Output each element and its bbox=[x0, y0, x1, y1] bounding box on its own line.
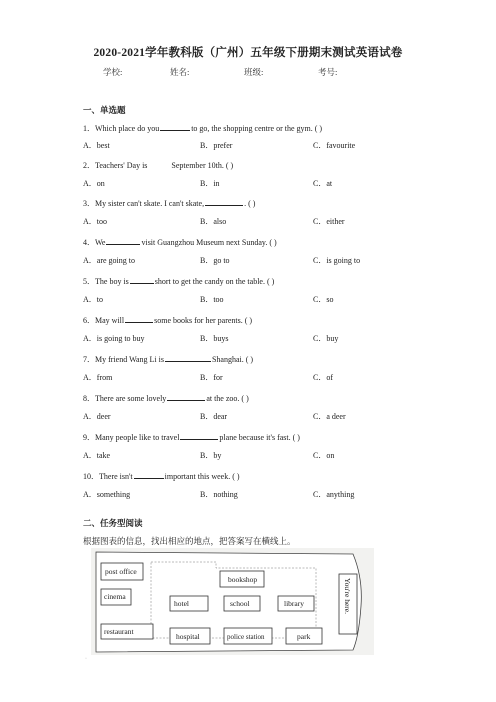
question-text: We bbox=[95, 238, 106, 247]
cinema-label: cinema bbox=[104, 592, 126, 601]
option-c: C．anything bbox=[313, 490, 355, 499]
option-a: A．deer bbox=[83, 412, 111, 421]
option-c: C．so bbox=[313, 295, 334, 304]
question-text: . ( ) bbox=[244, 199, 256, 208]
question-number: 6． bbox=[83, 316, 95, 325]
name-label: 姓名: bbox=[170, 67, 190, 77]
option-c: C．buy bbox=[313, 334, 339, 343]
answer-blank bbox=[106, 236, 140, 245]
question-number: 7． bbox=[83, 355, 95, 364]
question-text: some books for her parents. ( ) bbox=[154, 316, 253, 325]
question-stem bbox=[83, 431, 300, 443]
question-number: 8． bbox=[83, 394, 95, 403]
option-b: B．nothing bbox=[200, 490, 238, 499]
question-text: There are some lovely bbox=[95, 394, 167, 403]
option-c: C．favourite bbox=[313, 141, 356, 150]
question-text: Teachers' Day is bbox=[95, 161, 148, 170]
post-office-label: post office bbox=[105, 567, 137, 576]
option-a: A．too bbox=[83, 217, 107, 226]
question-stem bbox=[83, 353, 253, 365]
option-b: B．by bbox=[200, 451, 222, 460]
question-text: Which place do you bbox=[95, 124, 160, 133]
hotel-label: hotel bbox=[174, 599, 189, 608]
number-label: 考号: bbox=[318, 67, 338, 77]
option-a: A．something bbox=[83, 490, 131, 499]
option-c: C．is going to bbox=[313, 256, 361, 265]
section-heading-choice: 一、单选题 bbox=[83, 105, 126, 115]
option-b: B．dear bbox=[200, 412, 228, 421]
answer-blank bbox=[167, 392, 205, 401]
question-stem bbox=[83, 275, 274, 287]
answer-blank bbox=[165, 353, 211, 362]
answer-blank bbox=[134, 470, 164, 479]
option-c: C．a deer bbox=[313, 412, 346, 421]
library-label: library bbox=[284, 599, 304, 608]
police-station-label: police station bbox=[227, 633, 265, 641]
option-c: C．on bbox=[313, 451, 335, 460]
school-label: school bbox=[230, 599, 250, 608]
option-b: B．also bbox=[200, 217, 227, 226]
restaurant-label: restaurant bbox=[104, 627, 134, 636]
question-text: The boy is bbox=[95, 277, 129, 286]
option-a: A．to bbox=[83, 295, 103, 304]
option-b: B．buys bbox=[200, 334, 229, 343]
scan-mark: · bbox=[85, 656, 87, 662]
option-b: B．for bbox=[200, 373, 223, 382]
answer-blank bbox=[180, 431, 218, 440]
bookshop-label: bookshop bbox=[228, 575, 258, 584]
question-text: Many people like to travel bbox=[95, 433, 180, 442]
instruction-text: 根据图表的信息，找出相应的地点，把答案写在横线上。 bbox=[83, 536, 296, 546]
question-stem bbox=[83, 122, 322, 134]
question-text: to go, the shopping centre or the gym. ( ) bbox=[191, 124, 323, 133]
answer-blank bbox=[125, 314, 153, 323]
question-number: 10． bbox=[83, 472, 99, 481]
question-stem bbox=[83, 392, 249, 404]
answer-blank bbox=[205, 197, 243, 206]
question-number: 1． bbox=[83, 124, 95, 133]
option-a: A．on bbox=[83, 179, 105, 188]
hospital-label: hospital bbox=[176, 632, 200, 641]
option-a: A．from bbox=[83, 373, 113, 382]
you-are-here-label: You're here. bbox=[343, 578, 352, 614]
question-number: 3． bbox=[83, 199, 95, 208]
class-label: 班级: bbox=[244, 67, 264, 77]
option-a: A．best bbox=[83, 141, 110, 150]
question-stem bbox=[83, 197, 255, 209]
question-text: My sister can't skate. I can't skate, bbox=[95, 199, 205, 208]
park-label: park bbox=[297, 632, 311, 641]
option-a: A．take bbox=[83, 451, 111, 460]
question-text: Shanghai. ( ) bbox=[211, 355, 254, 364]
option-b: B．in bbox=[200, 179, 220, 188]
question-text: September 10th. ( ) bbox=[171, 161, 234, 170]
question-number: 2． bbox=[83, 161, 95, 170]
answer-blank bbox=[160, 122, 190, 131]
option-c: C．either bbox=[313, 217, 345, 226]
option-c: C．of bbox=[313, 373, 333, 382]
question-number: 4． bbox=[83, 238, 95, 247]
answer-blank bbox=[130, 275, 154, 284]
question-stem bbox=[83, 470, 240, 482]
question-number: 9． bbox=[83, 433, 95, 442]
option-c: C．at bbox=[313, 179, 333, 188]
question-stem bbox=[83, 236, 277, 248]
option-b: B．prefer bbox=[200, 141, 233, 150]
question-number: 5． bbox=[83, 277, 95, 286]
question-text: There isn't bbox=[99, 472, 133, 481]
question-text: important this week. ( ) bbox=[164, 472, 240, 481]
option-a: A．are going to bbox=[83, 256, 135, 265]
section-heading-reading: 二、任务型阅读 bbox=[83, 518, 143, 528]
school-label: 学校: bbox=[103, 67, 123, 77]
option-b: B．go to bbox=[200, 256, 230, 265]
page-title: 2020-2021学年教科版（广州）五年级下册期末测试英语试卷 bbox=[93, 47, 403, 59]
option-b: B．too bbox=[200, 295, 224, 304]
question-stem bbox=[83, 314, 252, 326]
question-text: short to get the candy on the table. ( ) bbox=[154, 277, 275, 286]
question-stem bbox=[83, 160, 233, 171]
question-text: May will bbox=[95, 316, 125, 325]
question-text: visit Guangzhou Museum next Sunday. ( ) bbox=[141, 238, 277, 247]
option-a: A．is going to buy bbox=[83, 334, 145, 343]
map-figure bbox=[91, 548, 374, 655]
question-text: plane because it's fast. ( ) bbox=[219, 433, 300, 442]
question-text: My friend Wang Li is bbox=[95, 355, 164, 364]
question-text: at the zoo. ( ) bbox=[206, 394, 249, 403]
